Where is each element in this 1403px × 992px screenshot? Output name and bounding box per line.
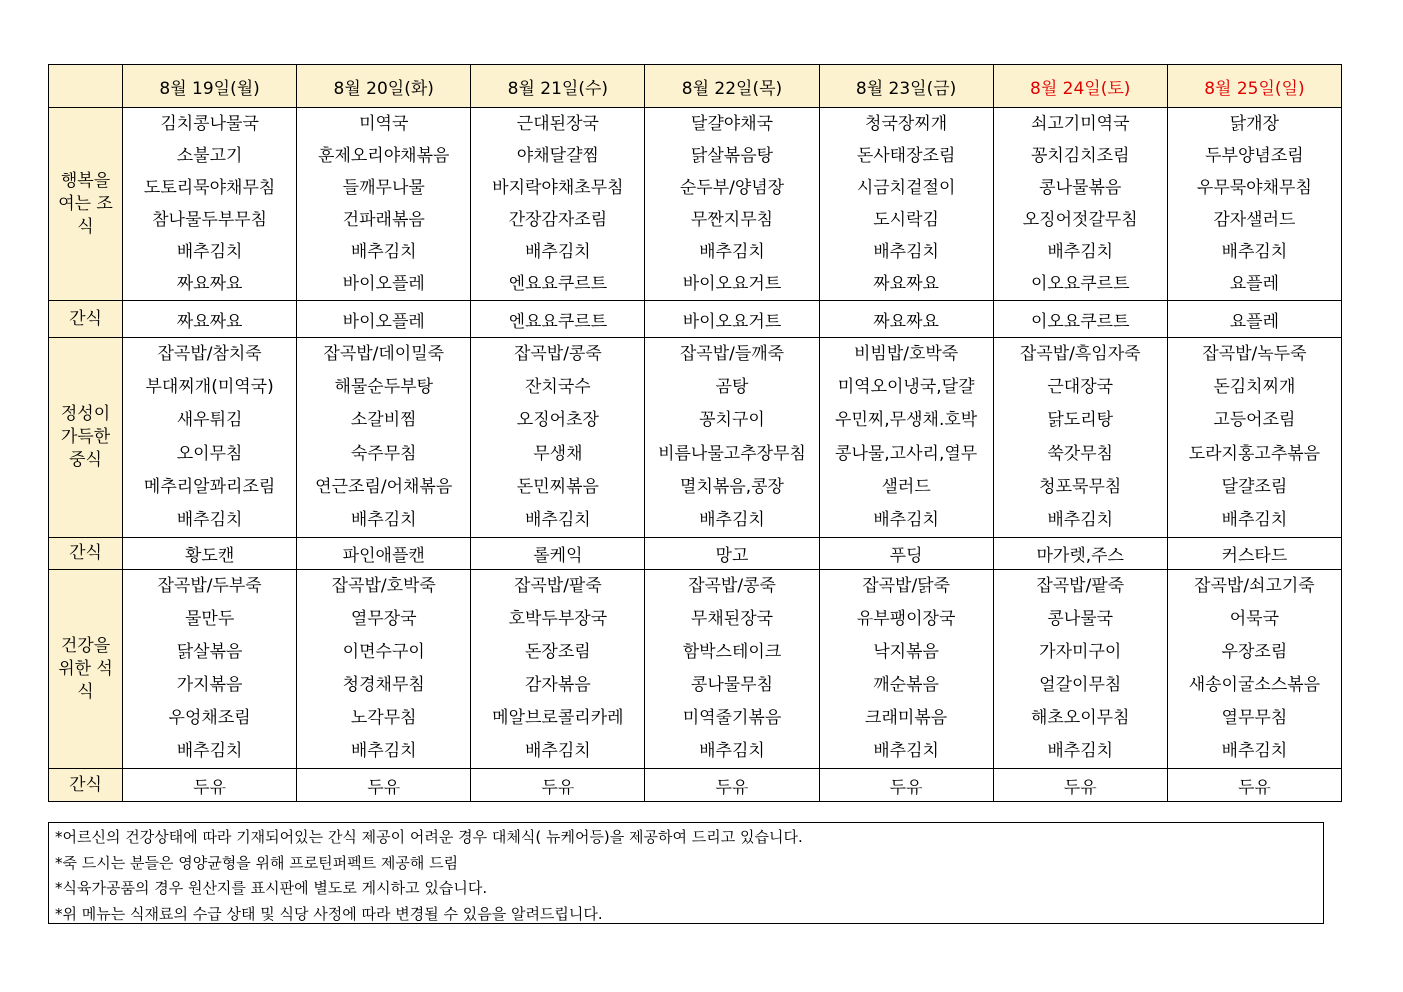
- day-header-4: 8월 22일(목): [645, 65, 819, 108]
- breakfast-day-7: [1167, 108, 1341, 301]
- snack-day-6: 이오요쿠르트: [993, 301, 1167, 338]
- menu-item: 해초오이무침: [1030, 708, 1130, 729]
- menu-item: 잡곡밥/콩죽: [513, 344, 602, 364]
- menu-item: 짜요짜요: [176, 274, 243, 294]
- menu-item: 메알브로콜리카레: [492, 708, 624, 729]
- menu-item: 콩나물무침: [690, 675, 774, 696]
- menu-item: 배추김치: [873, 741, 939, 762]
- menu-item: 잡곡밥/호박죽: [331, 576, 436, 597]
- menu-item: 배추김치: [350, 509, 417, 530]
- menu-item: 배추김치: [699, 741, 765, 762]
- breakfast-day-4: [645, 108, 819, 301]
- menu-item: 물만두: [184, 609, 235, 630]
- menu-item: 멸치볶음,콩장: [680, 476, 784, 497]
- menu-item: 새송이굴소스볶음: [1188, 675, 1321, 696]
- menu-item: 열무무침: [1221, 708, 1288, 729]
- menu-item: 야채달걀찜: [516, 146, 599, 166]
- menu-item: 도시락김: [873, 210, 939, 230]
- menu-item: 근대장국: [1047, 377, 1114, 398]
- snack-label: 간식: [49, 301, 123, 338]
- breakfast-day-3: [471, 108, 645, 301]
- menu-item: 감자샐러드: [1213, 210, 1296, 230]
- menu-item: 콩나물,고사리,열무: [835, 443, 978, 464]
- snack-day-7: 요플레: [1167, 301, 1341, 338]
- menu-item: 엔요요쿠르트: [508, 274, 608, 294]
- menu-item: 고등어조림: [1213, 410, 1296, 431]
- menu-item: 얼갈이무침: [1039, 675, 1122, 696]
- menu-item: 샐러드: [881, 476, 931, 497]
- snack-row: [49, 538, 1342, 570]
- menu-item: 새우튀김: [176, 410, 243, 431]
- snack-row: [49, 301, 1342, 338]
- menu-item: 잡곡밥/참치죽: [157, 344, 262, 364]
- menu-item: 훈제오리야채볶음: [318, 146, 450, 166]
- menu-item: 배추김치: [176, 242, 243, 262]
- menu-item: 유부팽이장국: [856, 609, 956, 630]
- breakfast-day-5: [819, 108, 993, 301]
- menu-item: 돈장조림: [525, 642, 591, 663]
- menu-item: 미역국: [359, 114, 409, 134]
- menu-item: 우민찌,무생채.호박: [835, 410, 978, 431]
- menu-item: 잡곡밥/흑임자죽: [1019, 344, 1141, 364]
- menu-item: 돈민찌볶음: [516, 476, 599, 497]
- menu-item: 잡곡밥/팥죽: [513, 576, 602, 597]
- breakfast-day-2: [297, 108, 471, 301]
- menu-item: 청경채무침: [342, 675, 425, 696]
- menu-item: 꽁치구이: [699, 410, 765, 431]
- menu-item: 낙지볶음: [873, 642, 939, 663]
- snack-day-4: 망고: [645, 538, 819, 570]
- menu-item: 잡곡밥/닭죽: [862, 576, 951, 597]
- menu-item: 콩나물국: [1047, 609, 1114, 630]
- menu-item: 김치콩나물국: [160, 114, 259, 134]
- lunch-day-4: [645, 338, 819, 538]
- breakfast-row: [49, 108, 1342, 301]
- menu-item: 바이오플레: [342, 274, 425, 294]
- note-line: *어르신의 건강상태에 따라 기재되어있는 간식 제공이 어려운 경우 대체식( 뉴케어등)을 제공하여 드리고 있습니다.: [55, 828, 803, 846]
- menu-item: 들깨무나물: [342, 178, 425, 198]
- menu-item: 크래미볶음: [865, 708, 948, 729]
- menu-item: 닭살볶음: [176, 642, 243, 663]
- dinner-row: [49, 570, 1342, 769]
- menu-item: 메추리알꽈리조림: [143, 476, 276, 497]
- dinner-day-3: [471, 570, 645, 769]
- menu-item: 미역줄기볶음: [682, 708, 782, 729]
- menu-item: 배추김치: [1221, 741, 1288, 762]
- snack-day-1: 황도캔: [123, 538, 297, 570]
- menu-item: 두부양념조림: [1205, 146, 1304, 166]
- menu-item: 짜요짜요: [873, 274, 939, 294]
- menu-item: 연근조림/어채볶음: [315, 476, 453, 497]
- snack-day-1: 짜요짜요: [123, 301, 297, 338]
- menu-item: 잡곡밥/팥죽: [1036, 576, 1125, 597]
- day-header-3: 8월 21일(수): [471, 65, 645, 108]
- menu-item: 소불고기: [176, 146, 243, 166]
- menu-item: 미역오이냉국,달걀: [837, 377, 975, 398]
- snack-day-6: 마가렛,주스: [993, 538, 1167, 570]
- menu-item: 배추김치: [873, 509, 939, 530]
- notes-box: [48, 822, 1324, 924]
- menu-item: 순두부/양념장: [679, 178, 785, 198]
- menu-item: 도라지홍고추볶음: [1188, 443, 1321, 464]
- menu-item: 호박두부장국: [508, 609, 608, 630]
- snack-day-2: 두유: [297, 769, 471, 802]
- menu-item: 숙주무침: [350, 443, 417, 464]
- note-line: *죽 드시는 분들은 영양균형을 위해 프로틴퍼펙트 제공해 드림: [55, 853, 459, 872]
- menu-item: 잔치국수: [525, 377, 591, 398]
- menu-item: 이면수구이: [342, 642, 425, 663]
- day-header-7: 8월 25일(일): [1167, 65, 1341, 108]
- breakfast-label: 행복을 여는 조식: [49, 108, 123, 301]
- menu-item: 우무묵야채무침: [1196, 178, 1312, 198]
- day-header-5: 8월 23일(금): [819, 65, 993, 108]
- menu-item: 어묵국: [1229, 609, 1280, 630]
- menu-item: 배추김치: [350, 741, 417, 762]
- snack-day-2: 파인애플캔: [297, 538, 471, 570]
- menu-item: 바이오요거트: [682, 274, 782, 294]
- menu-item: 잡곡밥/녹두죽: [1202, 344, 1307, 364]
- menu-item: 감자볶음: [525, 675, 591, 696]
- menu-item: 오징어젓갈무침: [1022, 210, 1138, 230]
- snack-day-3: 두유: [471, 769, 645, 802]
- menu-item: 열무장국: [350, 609, 417, 630]
- note-line: *식육가공품의 경우 원산지를 표시판에 별도로 게시하고 있습니다.: [55, 879, 488, 897]
- snack-day-5: 두유: [819, 769, 993, 802]
- menu-item: 달걀조림: [1221, 476, 1288, 497]
- breakfast-day-1: [123, 108, 297, 301]
- snack-day-5: 짜요짜요: [819, 301, 993, 338]
- snack-day-2: 바이오플레: [297, 301, 471, 338]
- menu-item: 비름나물고추장무침: [658, 443, 806, 464]
- lunch-day-3: [471, 338, 645, 538]
- menu-body: [49, 108, 1342, 802]
- menu-item: 배추김치: [1047, 741, 1114, 762]
- dinner-day-7: [1167, 570, 1341, 769]
- weekly-menu-table: [48, 64, 1342, 802]
- menu-item: 배추김치: [873, 242, 939, 262]
- menu-item: 가지볶음: [176, 675, 243, 696]
- menu-item: 달걀야채국: [690, 114, 774, 134]
- menu-item: 바지락야채초무침: [492, 178, 624, 198]
- day-header-2: 8월 20일(화): [297, 65, 471, 108]
- menu-item: 우엉채조림: [168, 708, 251, 729]
- snack-day-4: 바이오요거트: [645, 301, 819, 338]
- menu-item: 돈사태장조림: [856, 146, 956, 166]
- menu-item: 우장조림: [1221, 642, 1288, 663]
- menu-item: 배추김치: [1221, 242, 1288, 262]
- snack-day-4: 두유: [645, 769, 819, 802]
- lunch-day-7: [1167, 338, 1341, 538]
- menu-item: 꽁치김치조림: [1030, 146, 1130, 166]
- menu-item: 소갈비찜: [350, 410, 417, 431]
- menu-item: 콩나물볶음: [1039, 178, 1122, 198]
- menu-item: 곰탕: [715, 377, 749, 398]
- menu-item: 배추김치: [525, 242, 591, 262]
- menu-item: 참나물두부무침: [152, 210, 268, 230]
- menu-item: 배추김치: [525, 741, 591, 762]
- snack-row: [49, 769, 1342, 802]
- menu-item: 잡곡밥/데이밀죽: [323, 344, 445, 364]
- menu-item: 잡곡밥/콩죽: [688, 576, 776, 597]
- menu-item: 배추김치: [699, 242, 765, 262]
- snack-day-5: 푸딩: [819, 538, 993, 570]
- menu-item: 배추김치: [1047, 509, 1114, 530]
- breakfast-day-6: [993, 108, 1167, 301]
- menu-item: 쑥갓무침: [1047, 443, 1114, 464]
- menu-item: 무짠지무침: [690, 210, 774, 230]
- date-header-row: [49, 65, 1342, 108]
- lunch-label: 정성이 가득한 중식: [49, 338, 123, 538]
- note-line: *위 메뉴는 식재료의 수급 상태 및 식당 사정에 따라 변경될 수 있음을 알려드립니다.: [55, 904, 603, 923]
- menu-item: 부대찌개(미역국): [145, 377, 274, 398]
- lunch-day-2: [297, 338, 471, 538]
- lunch-day-5: [819, 338, 993, 538]
- day-header-6: 8월 24일(토): [993, 65, 1167, 108]
- corner-cell: [49, 65, 123, 108]
- menu-item: 닭개장: [1229, 114, 1280, 134]
- menu-item: 무채된장국: [690, 609, 774, 630]
- menu-item: 건파래볶음: [342, 210, 425, 230]
- menu-item: 배추김치: [1221, 509, 1288, 530]
- day-header-1: 8월 19일(월): [123, 65, 297, 108]
- menu-item: 오징어초장: [516, 410, 599, 431]
- dinner-day-2: [297, 570, 471, 769]
- snack-day-3: 롤케익: [471, 538, 645, 570]
- menu-item: 청국장찌개: [865, 114, 948, 134]
- menu-item: 배추김치: [699, 509, 765, 530]
- menu-item: 근대된장국: [516, 114, 599, 134]
- lunch-day-6: [993, 338, 1167, 538]
- snack-day-1: 두유: [123, 769, 297, 802]
- snack-label: 간식: [49, 538, 123, 570]
- menu-item: 시금치겉절이: [856, 178, 956, 198]
- menu-item: 이오요쿠르트: [1030, 274, 1130, 294]
- lunch-day-1: [123, 338, 297, 538]
- menu-item: 배추김치: [1047, 242, 1114, 262]
- menu-item: 잡곡밥/쇠고기죽: [1194, 576, 1315, 597]
- dinner-day-1: [123, 570, 297, 769]
- menu-item: 청포묵무침: [1039, 476, 1122, 497]
- snack-label: 간식: [49, 769, 123, 802]
- menu-item: 함박스테이크: [682, 642, 782, 663]
- menu-item: 배추김치: [176, 741, 243, 762]
- menu-item: 닭살볶음탕: [690, 146, 774, 166]
- menu-item: 깨순볶음: [873, 675, 939, 696]
- menu-item: 닭도리탕: [1047, 410, 1114, 431]
- dinner-day-5: [819, 570, 993, 769]
- snack-day-7: 커스타드: [1167, 538, 1341, 570]
- menu-item: 가자미구이: [1039, 642, 1122, 663]
- menu-item: 배추김치: [350, 242, 417, 262]
- snack-day-6: 두유: [993, 769, 1167, 802]
- menu-item: 무생채: [533, 443, 583, 464]
- dinner-label: 건강을 위한 석식: [49, 570, 123, 769]
- menu-item: 요플레: [1229, 274, 1280, 294]
- menu-item: 해물순두부탕: [334, 377, 433, 398]
- menu-item: 돈김치찌개: [1213, 377, 1296, 398]
- menu-item: 배추김치: [176, 509, 243, 530]
- menu-item: 비빔밥/호박죽: [853, 344, 959, 364]
- menu-item: 오이무침: [176, 443, 243, 464]
- menu-item: 도토리묵야채무침: [143, 178, 276, 198]
- menu-item: 배추김치: [525, 509, 591, 530]
- lunch-row: [49, 338, 1342, 538]
- menu-item: 노각무침: [350, 708, 417, 729]
- menu-item: 잡곡밥/들깨죽: [679, 344, 785, 364]
- snack-day-7: 두유: [1167, 769, 1341, 802]
- menu-item: 간장감자조림: [508, 210, 608, 230]
- menu-item: 쇠고기미역국: [1030, 114, 1130, 134]
- snack-day-3: 엔요요쿠르트: [471, 301, 645, 338]
- menu-item: 잡곡밥/두부죽: [157, 576, 262, 597]
- dinner-day-6: [993, 570, 1167, 769]
- dinner-day-4: [645, 570, 819, 769]
